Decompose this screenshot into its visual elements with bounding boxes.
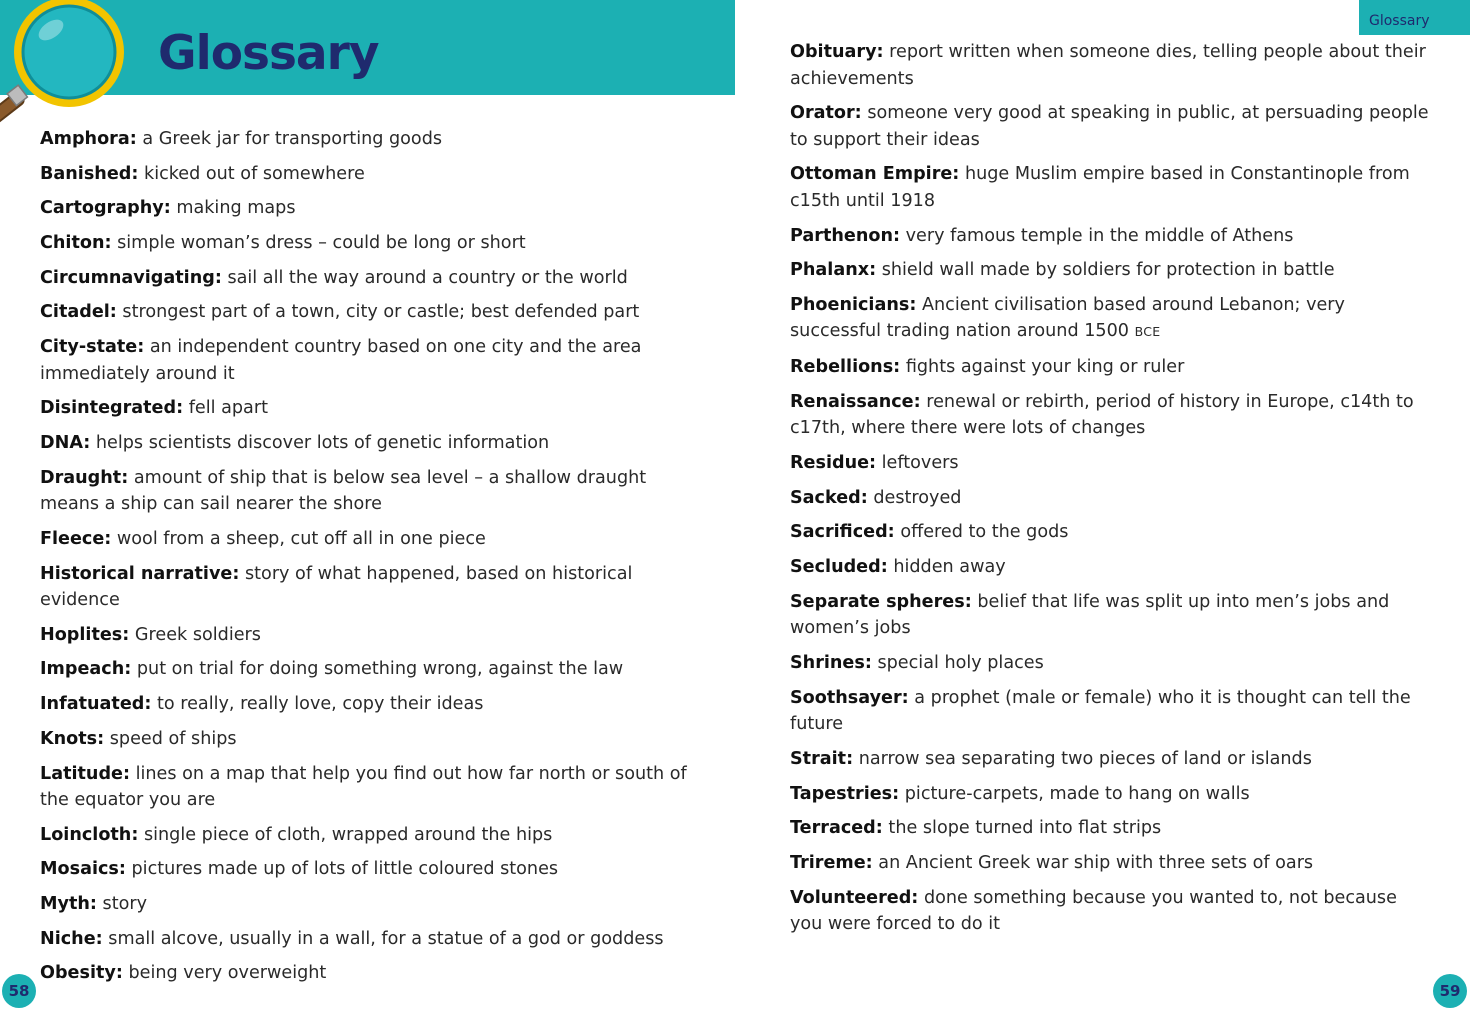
- glossary-entry: [790, 100, 1430, 153]
- page-number-left: 58: [2, 974, 36, 1008]
- glossary-term: Fleece:: [40, 528, 112, 549]
- glossary-term: Hoplites:: [40, 624, 130, 645]
- glossary-definition: making maps: [176, 198, 296, 219]
- glossary-definition: an Ancient Greek war ship with three sets of oars: [878, 852, 1314, 873]
- glossary-entry: [40, 691, 690, 718]
- glossary-term: Secluded:: [790, 557, 888, 578]
- right-page: [735, 0, 1470, 1015]
- glossary-definition: helps scientists discover lots of genetic information: [95, 433, 550, 453]
- glossary-entry: [790, 292, 1430, 346]
- glossary-term: Banished:: [40, 163, 139, 184]
- glossary-entry: [790, 450, 1430, 477]
- glossary-term: Sacked:: [790, 487, 868, 508]
- glossary-definition: a prophet (male or female) who it is thought can tell the future: [790, 687, 1411, 735]
- glossary-term: Obituary:: [790, 42, 884, 62]
- glossary-term: Infatuated:: [40, 694, 152, 715]
- glossary-term: City-state:: [40, 337, 145, 358]
- glossary-entry: [40, 526, 690, 553]
- glossary-definition: kicked out of somewhere: [144, 163, 365, 184]
- glossary-entry: [40, 926, 690, 953]
- glossary-term: Orator:: [790, 103, 862, 124]
- glossary-definition: Greek soldiers: [134, 624, 261, 645]
- glossary-term: Rebellions:: [790, 357, 901, 378]
- glossary-entry: [40, 230, 690, 257]
- glossary-definition: story of what happened, based on historical evidence: [40, 563, 633, 611]
- glossary-entry: [40, 430, 690, 457]
- glossary-entry: [40, 856, 690, 883]
- glossary-term: Separate spheres:: [790, 591, 972, 612]
- glossary-entry: [790, 815, 1430, 842]
- glossary-term: Phalanx:: [790, 260, 877, 281]
- glossary-definition: someone very good at speaking in public, at persuading people to support their ideas: [790, 103, 1429, 150]
- glossary-term: Tapestries:: [790, 783, 900, 804]
- glossary-definition: very famous temple in the middle of Athens: [905, 225, 1294, 246]
- glossary-entry: [40, 195, 690, 222]
- glossary-definition: leftovers: [881, 453, 959, 473]
- glossary-definition: the slope turned into flat strips: [888, 818, 1162, 839]
- glossary-list-left: [40, 126, 690, 995]
- glossary-term: Shrines:: [790, 652, 872, 673]
- glossary-entry: [790, 781, 1430, 808]
- glossary-definition: to really, really love, copy their ideas: [156, 694, 484, 715]
- glossary-definition: report written when someone dies, telling people about their achievements: [790, 42, 1426, 89]
- glossary-entry: [40, 761, 690, 814]
- glossary-entry: [40, 656, 690, 683]
- glossary-entry: [40, 891, 690, 918]
- glossary-definition: fell apart: [188, 398, 268, 419]
- glossary-definition: put on trial for doing something wrong, against the law: [136, 659, 624, 680]
- glossary-term: Impeach:: [40, 659, 132, 680]
- glossary-term: Cartography:: [40, 198, 171, 219]
- glossary-definition: being very overweight: [128, 963, 327, 984]
- glossary-term: Chiton:: [40, 233, 112, 254]
- glossary-term: Amphora:: [40, 129, 137, 149]
- glossary-term: Ottoman Empire:: [790, 164, 960, 185]
- glossary-entry: [40, 465, 690, 518]
- glossary-definition: story: [102, 894, 148, 915]
- glossary-definition: done something because you wanted to, not because you were forced to do it: [790, 887, 1397, 935]
- glossary-definition: speed of ships: [109, 728, 237, 749]
- glossary-term: Renaissance:: [790, 391, 921, 412]
- glossary-entry: [40, 726, 690, 753]
- glossary-definition: strongest part of a town, city or castle; best defended part: [122, 302, 640, 323]
- glossary-term: Loincloth:: [40, 824, 139, 845]
- glossary-term: Volunteered:: [790, 887, 919, 908]
- glossary-entry: [40, 622, 690, 649]
- glossary-definition: an independent country based on one city and the area immediately around it: [40, 337, 642, 384]
- glossary-entry: [790, 354, 1430, 381]
- glossary-term: Mosaics:: [40, 859, 126, 880]
- glossary-entry: [790, 885, 1430, 938]
- glossary-term: DNA:: [40, 433, 91, 453]
- glossary-definition: wool from a sheep, cut off all in one piece: [116, 528, 486, 549]
- glossary-definition: huge Muslim empire based in Constantinople from c15th until 1918: [790, 164, 1410, 211]
- glossary-entry: [790, 650, 1430, 677]
- glossary-definition: shield wall made by soldiers for protection in battle: [881, 260, 1335, 281]
- glossary-definition: single piece of cloth, wrapped around the hips: [143, 824, 553, 845]
- glossary-entry: [40, 265, 690, 292]
- glossary-term: Citadel:: [40, 302, 117, 323]
- glossary-definition: hidden away: [893, 557, 1006, 578]
- glossary-term: Phoenicians:: [790, 294, 917, 315]
- glossary-definition: special holy places: [877, 652, 1044, 673]
- running-head-tab: Glossary: [1359, 0, 1470, 35]
- glossary-entry: [790, 485, 1430, 512]
- glossary-entry: [790, 589, 1430, 642]
- glossary-term: Niche:: [40, 928, 103, 949]
- glossary-definition: pictures made up of lots of little coloured stones: [131, 859, 559, 880]
- page-number-right: 59: [1433, 974, 1467, 1008]
- glossary-term: Historical narrative:: [40, 563, 240, 584]
- glossary-entry: [40, 395, 690, 422]
- glossary-definition: destroyed: [873, 487, 962, 508]
- glossary-definition: Ancient civilisation based around Lebanon; very successful trading nation around 1500: [790, 294, 1345, 342]
- glossary-term: Residue:: [790, 453, 877, 473]
- glossary-term: Trireme:: [790, 852, 873, 873]
- page-title: Glossary: [158, 26, 379, 81]
- glossary-term: Circumnavigating:: [40, 267, 222, 288]
- glossary-entry: [40, 299, 690, 326]
- glossary-entry: [40, 161, 690, 188]
- glossary-entry: [40, 126, 690, 153]
- glossary-definition: a Greek jar for transporting goods: [142, 129, 443, 149]
- glossary-entry: [40, 822, 690, 849]
- glossary-definition: lines on a map that help you find out how far north or south of the equator you are: [40, 763, 687, 810]
- glossary-entry: [790, 746, 1430, 773]
- glossary-entry: [40, 960, 690, 987]
- glossary-term: Strait:: [790, 748, 854, 769]
- glossary-entry: [40, 561, 690, 614]
- glossary-definition: belief that life was split up into men’s jobs and women’s jobs: [790, 591, 1390, 639]
- glossary-term: Latitude:: [40, 763, 131, 784]
- glossary-term: Obesity:: [40, 963, 123, 984]
- glossary-entry: [790, 519, 1430, 546]
- glossary-definition: amount of ship that is below sea level – a shallow draught means a ship can sail nearer the shore: [40, 467, 647, 515]
- glossary-term: Sacrificed:: [790, 522, 895, 543]
- glossary-entry: [790, 257, 1430, 284]
- glossary-entry: [790, 223, 1430, 250]
- glossary-definition: narrow sea separating two pieces of land or islands: [858, 748, 1312, 769]
- glossary-term: Terraced:: [790, 818, 883, 839]
- glossary-term: Disintegrated:: [40, 398, 184, 419]
- glossary-definition: small alcove, usually in a wall, for a statue of a god or goddess: [108, 928, 664, 949]
- glossary-definition: picture-carpets, made to hang on walls: [904, 783, 1250, 804]
- glossary-definition: renewal or rebirth, period of history in Europe, c14th to c17th, where there were lots of changes: [790, 391, 1414, 439]
- glossary-entry: [40, 334, 690, 387]
- glossary-entry: [790, 39, 1430, 92]
- glossary-definition: sail all the way around a country or the world: [227, 267, 628, 288]
- glossary-term: Knots:: [40, 728, 105, 749]
- glossary-entry: [790, 850, 1430, 877]
- magnifying-glass-icon: [0, 0, 146, 132]
- glossary-definition: fights against your king or ruler: [905, 357, 1185, 378]
- glossary-definition: simple woman’s dress – could be long or short: [117, 233, 526, 254]
- era-abbreviation: BCE: [1134, 324, 1161, 340]
- glossary-term: Draught:: [40, 467, 129, 488]
- glossary-term: Myth:: [40, 894, 97, 915]
- glossary-term: Parthenon:: [790, 225, 901, 246]
- glossary-term: Soothsayer:: [790, 687, 909, 708]
- glossary-list-right: [790, 39, 1430, 946]
- glossary-entry: [790, 685, 1430, 738]
- glossary-definition: offered to the gods: [900, 522, 1069, 543]
- glossary-entry: [790, 161, 1430, 214]
- glossary-entry: [790, 389, 1430, 442]
- glossary-entry: [790, 554, 1430, 581]
